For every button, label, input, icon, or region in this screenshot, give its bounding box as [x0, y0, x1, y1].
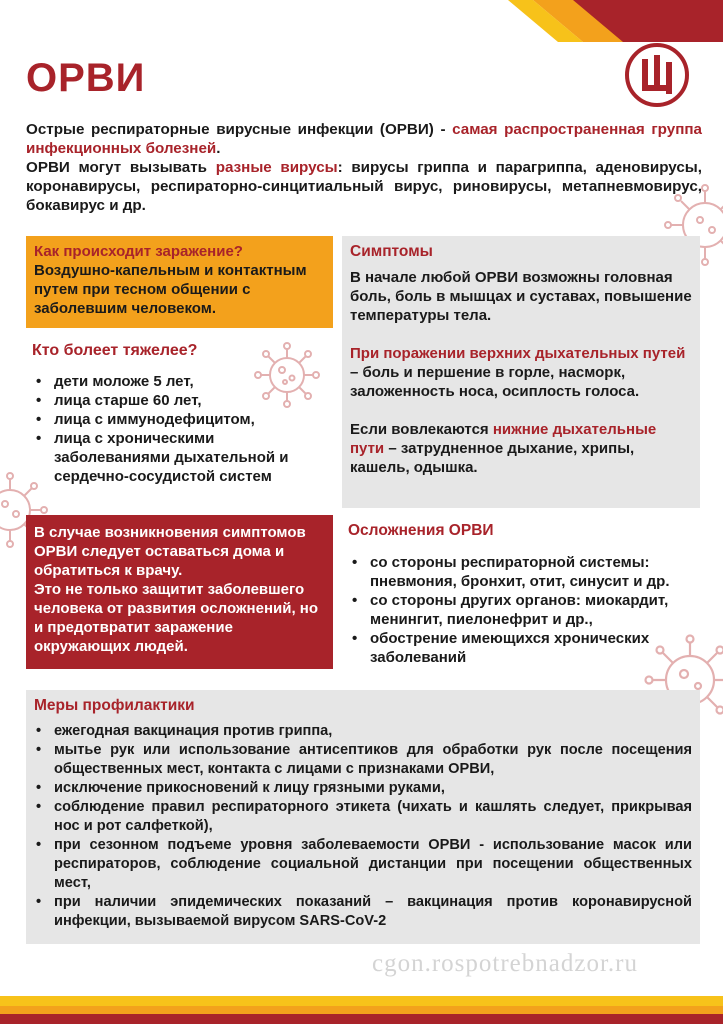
symptoms-upper-text: При поражении верхних дыхательных путей – боль и першение в горле, насморк, заложенность носа, осиплость голоса.	[350, 345, 686, 400]
list-item: • лица с иммунодефицитом,	[34, 410, 334, 429]
list-item: • соблюдение правил респираторного этикета (чихать и кашлять следует, прикрывая нос и рот салфеткой),	[34, 798, 692, 836]
infection-heading: Как происходит заражение?	[34, 243, 243, 260]
intro-text	[26, 120, 702, 215]
prevention-heading: Меры профилактики	[34, 697, 195, 714]
list-item: • дети моложе 5 лет,	[34, 372, 334, 391]
complications-heading: Осложнения ОРВИ	[348, 522, 494, 539]
list-item: • при сезонном подъеме уровня заболеваемости ОРВИ - использование масок или респираторов, соблюдение социальной дистанции при посещении общественных мест,	[34, 836, 692, 893]
complications-list	[350, 553, 700, 667]
list-item: • исключение прикосновений к лицу грязными руками,	[34, 779, 692, 798]
severe-heading: Кто болеет тяжелее?	[32, 342, 198, 359]
list-item: • мытье рук или использование антисептиков для обработки рук после посещения общественных мест, контакта с лицами с признаками ОРВИ,	[34, 741, 692, 779]
infection-text: Воздушно-капельным и контактным путем при тесном общении с заболевшим человеком.	[34, 262, 307, 317]
intro-highlight-2: разные вирусы	[215, 159, 338, 176]
page-title: ОРВИ	[26, 56, 146, 100]
site-url: cgon.rospotrebnadzor.ru	[372, 950, 638, 977]
symptoms-general-text: В начале любой ОРВИ возможны головная боль, боль в мышцах и суставах, повышение температуры тела.	[350, 269, 692, 324]
infection-box	[26, 236, 333, 328]
list-item: • при наличии эпидемических показаний – вакцинация против коронавирусной инфекции, вызываемой вирусом SARS-CoV-2	[34, 893, 692, 931]
corner-stripes-decoration	[413, 0, 723, 42]
list-item: • обострение имеющихся хронических заболеваний	[350, 629, 700, 667]
prevention-box	[26, 690, 700, 944]
intro-highlight-1: самая распространенная группа инфекционных болезней	[26, 121, 702, 157]
advice-text-2: Это не только защитит заболевшего человека от развития осложнений, но и предотвратит заражение окружающих людей.	[34, 581, 319, 655]
intro-paragraph-2: ОРВИ могут вызывать разные вирусы: вирусы гриппа и парагриппа, аденовирусы, коронавирусы, респираторно-синцитиальный вирус, риновирусы, метапневмовирус, бокавирус и др.	[26, 159, 702, 214]
severe-list	[34, 372, 334, 486]
list-item: • лица с хроническими заболеваниями дыхательной и сердечно-сосудистой систем	[34, 429, 334, 486]
list-item: • со стороны других органов: миокардит, менингит, пиелонефрит и др.,	[350, 591, 700, 629]
symptoms-heading: Симптомы	[350, 243, 433, 260]
symptoms-lower-text: Если вовлекаются нижние дыхательные пути – затрудненное дыхание, хрипы, кашель, одышка.	[350, 421, 657, 476]
rospotrebnadzor-logo	[624, 42, 690, 108]
symptoms-box	[342, 236, 700, 508]
advice-box	[26, 515, 333, 669]
bottom-stripes-decoration	[0, 996, 723, 1024]
list-item: • со стороны респираторной системы: пневмония, бронхит, отит, синусит и др.	[350, 553, 700, 591]
prevention-list	[34, 722, 692, 931]
list-item: • ежегодная вакцинация против гриппа,	[34, 722, 692, 741]
list-item: • лица старше 60 лет,	[34, 391, 334, 410]
advice-text-1: В случае возникновения симптомов ОРВИ следует оставаться дома и обратиться к врачу.	[34, 524, 306, 579]
intro-paragraph-1: Острые респираторные вирусные инфекции (ОРВИ) - самая распространенная группа инфекционных болезней.	[26, 121, 702, 157]
